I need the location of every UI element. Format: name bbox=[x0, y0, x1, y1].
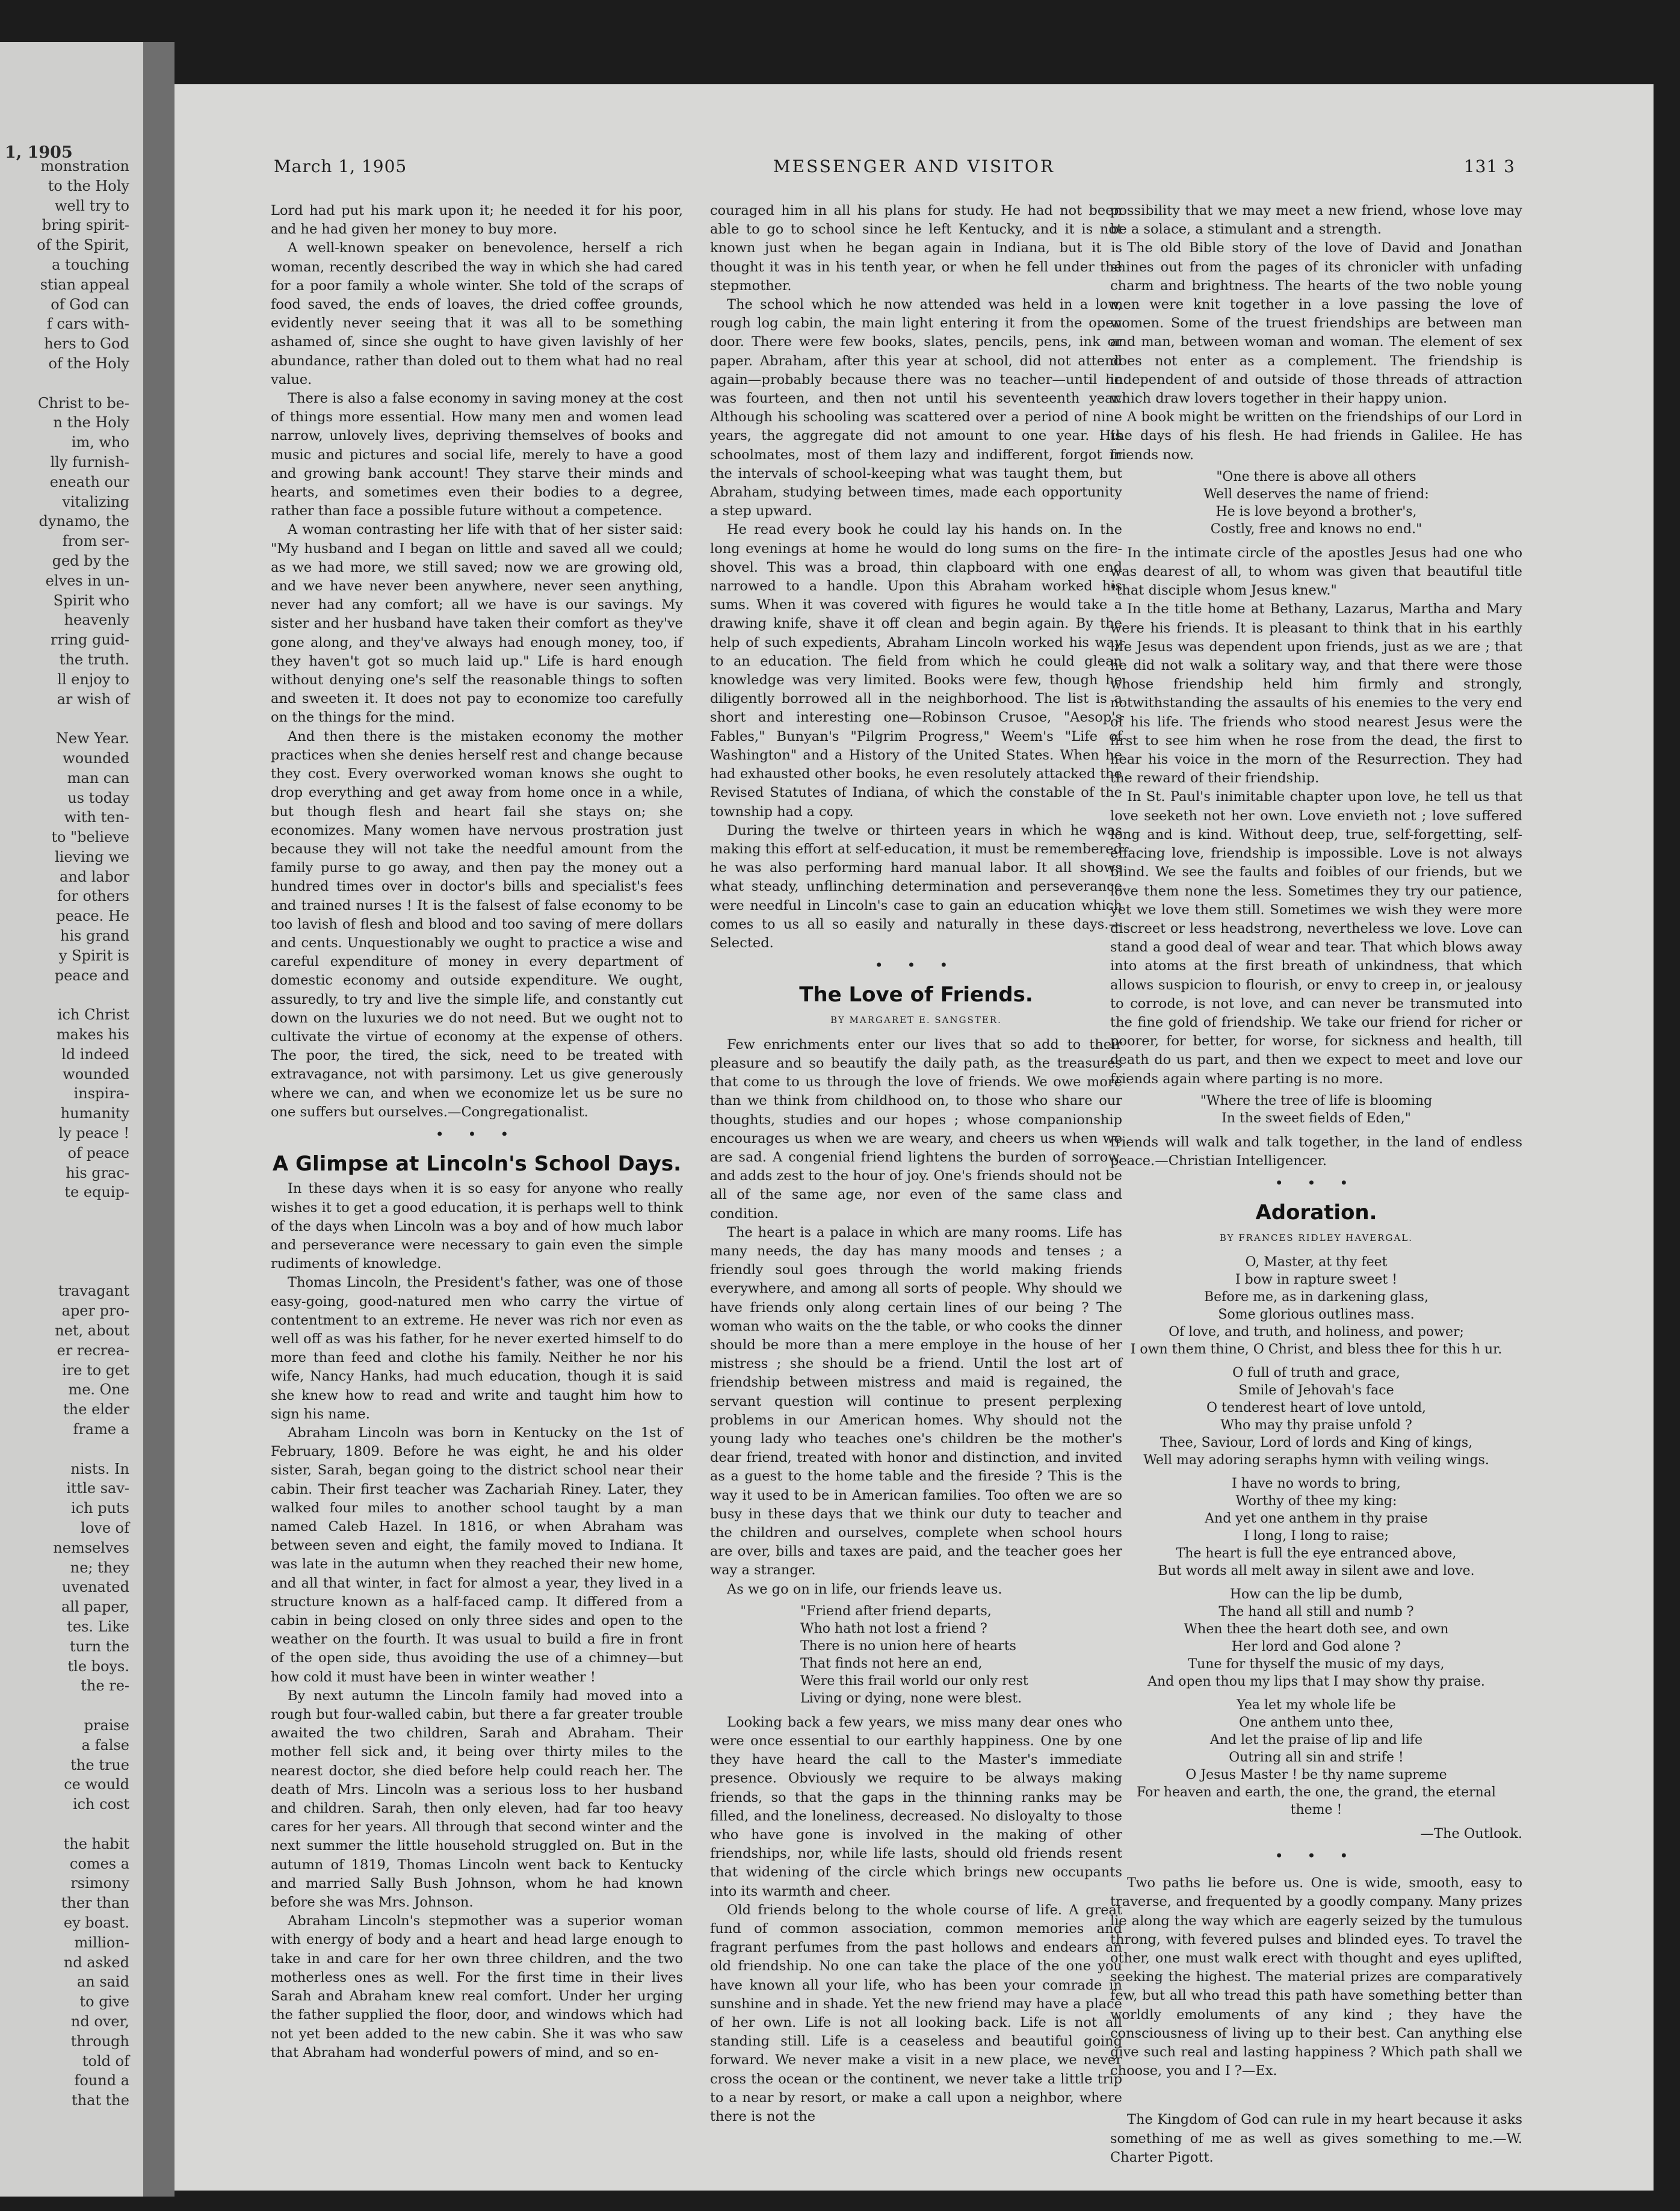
previous-page-line: f cars with- bbox=[46, 315, 129, 333]
previous-page-line: y Spirit is bbox=[58, 947, 129, 964]
previous-page-line: ich Christ bbox=[57, 1006, 129, 1024]
paragraph: In the intimate circle of the apostles Jesus had one who was dearest of all, to whom was given that beautiful title "that disciple whom Jesus knew." bbox=[1110, 545, 1522, 599]
previous-page-text bbox=[0, 156, 129, 2110]
column-3 bbox=[1110, 202, 1522, 2167]
poem-line: In the sweet fields of Eden," bbox=[1221, 1110, 1411, 1126]
adoration-stanza bbox=[1110, 1254, 1522, 1358]
paragraph: There is also a false economy in saving money at the cost of things more essential. How many men and women lead narrow, unlovely lives, depriving themselves of books and music and pictures and social life, merely to have a good and growing bank account! They starve their minds and hearts, and sometimes even their bodies to a degree, rather than face a possible future without a competence. bbox=[271, 391, 683, 519]
paragraph: In St. Paul's inimitable chapter upon love, he tell us that love seeketh not her own. Love envieth not ; love suffered long and is kind. Without deep, true, self-forgetting, self-effacing love, friendship is impossible. Love is not always blind. We see the faults and foibles of our friends, but we love them none the less. Sometimes they try our patience, yet we love them still. Sometimes we wish they were more discreet or less headstrong, nevertheless we love. Love can stand a good deal of wear and tear. That which blows away into atoms at the first breath of unkindness, that which allows suspicion to flourish, or envy to creep in, or jealousy to corrode, is not love, and can never be transmuted into the fine gold of friendship. We take our friend for richer or poorer, for better, for worse, for sickness and health, till death do us part, and then we expect to meet and love our friends again where parting is no more. bbox=[1110, 789, 1522, 1087]
previous-page-line: nd asked bbox=[63, 1953, 129, 1971]
previous-page-line: ly peace ! bbox=[58, 1125, 129, 1142]
poem-line: And open thou my lips that I may show thy praise. bbox=[1147, 1674, 1485, 1689]
poem-line: For heaven and earth, the one, the grand, the eternal bbox=[1137, 1784, 1496, 1800]
previous-page-line: nemselves bbox=[53, 1539, 129, 1556]
poem-line: Thee, Saviour, Lord of lords and King of kings, bbox=[1160, 1435, 1473, 1450]
previous-page-line: through bbox=[70, 2032, 129, 2050]
poem-line: I bow in rapture sweet ! bbox=[1235, 1272, 1398, 1287]
previous-page-line: man can bbox=[67, 769, 129, 787]
binding-gutter bbox=[143, 42, 174, 2197]
previous-page-line bbox=[0, 1222, 129, 1242]
poem-line: Well deserves the name of friend: bbox=[1203, 486, 1429, 502]
poem-line: He is love beyond a brother's, bbox=[1215, 504, 1417, 519]
poem-line: I have no words to bring, bbox=[1232, 1476, 1401, 1491]
previous-page-line: elves in un- bbox=[45, 572, 129, 589]
previous-page-line bbox=[0, 1814, 129, 1834]
poem-line: That finds not here an end, bbox=[800, 1656, 983, 1671]
poem-line: One anthem unto thee, bbox=[1239, 1715, 1394, 1730]
previous-page-line: New Year. bbox=[55, 730, 129, 747]
paragraph: In the title home at Bethany, Lazarus, Martha and Mary were his friends. It is pleasant to think that in his earthly life Jesus was dependent upon friends, just as we are ; that he did not walk a solitary way, and that there were those whose friendship held him firmly and strongly, notwithstanding the assaults of his enemies to the very end of his life. The friends who stood nearest Jesus were the first to see him when he rose from the dead, the first to hear his voice in the morn of the Resurrection. They had the reward of their friendship. bbox=[1110, 601, 1522, 787]
poem-line: I own them thine, O Christ, and bless thee for this h ur. bbox=[1130, 1341, 1502, 1357]
previous-page-line: ire to get bbox=[62, 1361, 129, 1379]
lincoln-article-body bbox=[271, 1180, 683, 2062]
poem-line: And let the praise of lip and life bbox=[1209, 1732, 1423, 1748]
previous-page-line: lieving we bbox=[55, 848, 129, 865]
adoration-poem bbox=[1110, 1254, 1522, 1819]
previous-page-line: his grand bbox=[60, 927, 129, 945]
friends-article-title: The Love of Friends. bbox=[799, 983, 1033, 1007]
paragraph: Abraham Lincoln's stepmother was a superior woman with energy of body and a heart and head large enough to take in and care for her own three children, and the two motherless ones as well. For the first time in their lives Sarah and Abraham knew real comfort. Under her urging the father supplied the floor, door, and windows which had not yet been added to the new cabin. She it was who saw that Abraham had wonderful powers of mind, and so en- bbox=[271, 1913, 683, 2061]
previous-page-line: an said bbox=[76, 1973, 129, 1991]
previous-page-line: er recrea- bbox=[57, 1341, 129, 1359]
adoration-title: Adoration. bbox=[1255, 1201, 1377, 1225]
poem-line: Well may adoring seraphs hymn with veiling wings. bbox=[1143, 1452, 1489, 1468]
paragraph: Few enrichments enter our lives that so add to their pleasure and so beautify the daily path, as the treasures that come to us through the love of friends. We owe more than we think from childhood on, to those who share our thoughts, studies and our hopes ; whose companionship encourages us when we are weary, and cheers us when we are sad. A congenial friend lightens the burden of sorrow, and adds zest to the hour of joy. One's friends should not be all of the same age, nor even of the same class and condition. bbox=[710, 1036, 1122, 1222]
paragraph: The old Bible story of the love of David and Jonathan shines out from the pages of its chronicler with unfading charm and brightness. The hearts of the two noble young men were knit together in a love passing the love of women. Some of the truest friendships are between man and man, between woman and woman. The element of sex does not enter as a complement. The friendship is independent of and outside of those threads of attraction which draw lovers together in their happy union. bbox=[1110, 240, 1522, 407]
newspaper-page bbox=[174, 84, 1654, 2191]
paragraph: In these days when it is so easy for anyone who really wishes it to get a good education, it is perhaps well to think of the days when Lincoln was a boy and of how much labor and perseverance were necessary to gain even the simple rudiments of knowledge. bbox=[271, 1181, 683, 1272]
previous-page-header: 1, 1905 bbox=[5, 143, 73, 162]
previous-page-line bbox=[0, 1696, 129, 1716]
previous-page-line: tle boys. bbox=[67, 1657, 129, 1675]
previous-page-line: nd over, bbox=[70, 2012, 129, 2030]
previous-page-line: turn the bbox=[70, 1637, 129, 1655]
lincoln-continuation: couraged him in all his plans for study. He had not been able to go to school since he left Kentucky, and it is not known just when he began again in Indiana, but it is thought it was in his tenth year, or when he fell under the stepmother. bbox=[710, 203, 1122, 294]
poem-line: "Where the tree of life is blooming bbox=[1200, 1093, 1433, 1109]
previous-page-line: ne; they bbox=[70, 1559, 129, 1576]
poem-line: There is no union here of hearts bbox=[800, 1638, 1016, 1654]
friends-article-body bbox=[710, 1036, 1122, 1599]
poem-line: Costly, free and knows no end." bbox=[1210, 521, 1422, 537]
previous-page-edge bbox=[0, 42, 143, 2197]
poem-line: Were this frail world our only rest bbox=[800, 1673, 1028, 1689]
poem-line: Worthy of thee my king: bbox=[1235, 1493, 1397, 1509]
previous-page-line: a false bbox=[81, 1736, 129, 1754]
section-separator: • • • bbox=[874, 957, 958, 974]
friends-poem bbox=[710, 1603, 1122, 1707]
adoration-attribution: —The Outlook. bbox=[1420, 1825, 1522, 1841]
previous-page-line: Spirit who bbox=[53, 592, 129, 609]
lincoln-article-title: A Glimpse at Lincoln's School Days. bbox=[272, 1152, 682, 1177]
previous-page-line: tes. Like bbox=[67, 1618, 129, 1635]
previous-page-line: the habit bbox=[63, 1835, 129, 1852]
poem-line: How can the lip be dumb, bbox=[1229, 1586, 1403, 1602]
previous-page-line: that the bbox=[72, 2092, 129, 2109]
previous-page-line: of the Holy bbox=[48, 354, 129, 372]
friends-article-cont bbox=[1110, 239, 1522, 464]
previous-page-line: net, about bbox=[55, 1322, 129, 1340]
friends-closing: friends will walk and talk together, in the land of endless peace.—Christian Intelligencer. bbox=[1110, 1134, 1522, 1169]
section-separator: • • • bbox=[1274, 1175, 1358, 1192]
previous-page-line: Christ to be- bbox=[38, 394, 129, 412]
paragraph: Abraham Lincoln was born in Kentucky on the 1st of February, 1809. Before he was eight, he and his older sister, Sarah, began going to the district school near their cabin. Their first teacher was Zachariah Riney. Later, they walked four miles to another school taught by a man named Caleb Hazel. In 1816, or when Abraham was between seven and eight, the family moved to Indiana. It was late in the autumn when they reached their new home, and all that winter, in fact for almost a year, they lived in a structure known as a half-faced camp. It differed from a cabin in being closed on only three sides and open to the weather on the fourth. It was usual to build a fire in front of the open side, thus avoiding the use of a chimney—but how cold it must have been in winter weather ! bbox=[271, 1425, 683, 1685]
previous-page-line: nists. In bbox=[70, 1460, 129, 1477]
friends-article-body-cont bbox=[710, 1713, 1122, 2126]
previous-page-line: ll enjoy to bbox=[57, 670, 129, 688]
poem-line: O full of truth and grace, bbox=[1232, 1365, 1400, 1381]
previous-page-line: aper pro- bbox=[61, 1302, 129, 1320]
previous-page-line: ich puts bbox=[71, 1500, 129, 1517]
poem-line: Who may thy praise unfold ? bbox=[1220, 1417, 1412, 1433]
previous-page-line: peace. He bbox=[56, 908, 129, 925]
issue-date: March 1, 1905 bbox=[274, 156, 407, 176]
poem-line: The heart is full the eye entranced above, bbox=[1176, 1545, 1457, 1561]
previous-page-line: peace and bbox=[54, 966, 129, 984]
economy-article bbox=[271, 239, 683, 1122]
paragraph: The school which he now attended was held in a low, rough log cabin, the main light entering it from the open door. There were few books, slates, pencils, pens, ink or paper. Abraham, after this year at school, did not attend again—probably because there was no teacher—until he was fourteen, and then not until his seventeenth year. Although his schooling was scattered over a period of nine years, the aggregate did not amount to one year. His schoolmates, most of them lazy and indifferent, forgot in the intervals of school-keeping what was taught them, but Abraham, studying between times, made each opportunity a step upward. bbox=[710, 297, 1122, 519]
eden-quote bbox=[1110, 1092, 1522, 1127]
previous-page-line: wounded bbox=[63, 749, 129, 767]
previous-page-line: im, who bbox=[71, 434, 129, 451]
previous-page-line: te equip- bbox=[64, 1184, 129, 1201]
poem-line: But words all melt away in silent awe and love. bbox=[1158, 1563, 1475, 1579]
previous-page-line: ce would bbox=[64, 1776, 129, 1793]
friends-byline: BY MARGARET E. SANGSTER. bbox=[830, 1014, 1002, 1025]
previous-page-line: heavenly bbox=[64, 611, 129, 629]
previous-page-line: wounded bbox=[63, 1065, 129, 1083]
paragraph: During the twelve or thirteen years in which he was making this effort at self-education, it must be remembered he was also performing hard manual labor. It all shows what steady, unflinching determination and perseverance were needful in Lincoln's case to gain an education which comes to us all so easily and naturally in these days.—Selected. bbox=[710, 822, 1122, 951]
previous-page-line: for others bbox=[57, 888, 129, 905]
previous-page-line bbox=[0, 1262, 129, 1282]
paragraph: He read every book he could lay his hands on. In the long evenings at home he would do long sums on the fire-shovel. This was a broad, thin clapboard with one end narrowed to a handle. Upon this Abraham worked his sums. When it was covered with figures he would take a drawing knife, shave it off clean and begin again. By the help of such expedients, Abraham Lincoln worked his way to an education. The field from which he could glean knowledge was very limited. Books were few, though he diligently borrowed all in the neighborhood. The list is a short and interesting one—Robinson Crusoe, "Aesop's Fables," Bunyan's "Pilgrim Progress," Weem's "Life of Washington" and a History of the United States. When he had exhausted other books, he even resolutely attacked the Revised Statutes of Indiana, of which the constable of the township had a copy. bbox=[710, 522, 1122, 820]
previous-page-line: the truth. bbox=[59, 651, 129, 668]
previous-page-line: makes his bbox=[56, 1026, 129, 1044]
poem-line: Living or dying, none were blest. bbox=[800, 1690, 1022, 1706]
previous-page-line: the re- bbox=[81, 1677, 129, 1695]
poem-line: O Jesus Master ! be thy name supreme bbox=[1185, 1767, 1447, 1783]
paragraph: Thomas Lincoln, the President's father, was one of those easy-going, good-natured men who carry the virtue of contentment to an extreme. He never was rich nor even as well off as was his father, for he never exerted himself to do more than feed and clothe his family. Neither he nor his wife, Nancy Hanks, had much education, though it is said she knew how to read and write and taught him how to sign his name. bbox=[271, 1275, 683, 1422]
previous-page-line: frame a bbox=[73, 1421, 129, 1438]
poem-line: Tune for thyself the music of my days, bbox=[1188, 1656, 1445, 1672]
paragraph: Old friends belong to the whole course of life. A great fund of common association, common memories and fragrant perfumes from the past hollows and endears an old friendship. No one can take the place of the one you have known all your life, who has been your comrade in sunshine and in shade. Yet the new friend may have a place of her own. Life is not all looking back. Life is not all standing still. Life is a ceaseless and beautiful going forward. We never make a visit in a new place, we never cross the ocean or the continent, we never take a little trip to a near by resort, or make a call upon a neighbor, where there is not the bbox=[710, 1902, 1122, 2125]
previous-page-line: to "believe bbox=[51, 829, 129, 846]
paragraph: A well-known speaker on benevolence, herself a rich woman, recently described the way in which she had cared for a poor family a whole winter. She told of the scraps of food saved, the ends of loaves, the dried coffee grounds, evidently never seeing that it was all to be something ashamed of, since she ought to have given lavishly of her abundance, rather than doled out to them what had no real value. bbox=[271, 240, 683, 388]
column-2 bbox=[710, 202, 1122, 2126]
previous-page-line: found a bbox=[74, 2072, 129, 2089]
previous-page-line: me. One bbox=[68, 1381, 129, 1399]
previous-page-line: to give bbox=[79, 1993, 129, 2011]
previous-page-line: of God can bbox=[51, 295, 129, 313]
previous-page-line: of peace bbox=[67, 1144, 129, 1161]
friends-continuation: possibility that we may meet a new friend, whose love may be a solace, a stimulant and a strength. bbox=[1110, 203, 1522, 238]
previous-page-line: bring spirit- bbox=[42, 217, 129, 234]
two-paths-paragraph: Two paths lie before us. One is wide, smooth, easy to traverse, and frequented by a goodly company. Many prizes lie along the way which are eagerly seized by the tumulous throng, with fevered pulses and blinded eyes. To travel the other, one must walk erect with thought and eyes uplifted, seeking the highest. The material prizes are comparatively few, but all who tread this path have something better than worldly emoluments of any kind ; they have the consciousness of living up to their best. Can anything else give such real and lasting happiness ? Which path shall we choose, you and I ?—Ex. bbox=[1110, 1875, 1522, 2079]
previous-page-line: well try to bbox=[54, 197, 129, 214]
previous-page-line: with ten- bbox=[64, 809, 129, 826]
previous-page-line bbox=[0, 985, 129, 1005]
paragraph: A woman contrasting her life with that of her sister said: "My husband and I began on little and saved all we could; as we had more, we still saved; now we are growing old, and we have never been anywhere, never seen anything, never had any comfort; all we have is our savings. My sister and her husband have taken their comfort as they've gone along, and they've always had enough money, too, if they haven't got so much laid up." Life is hard enough without denying one's self the reasonable things to soften and sweeten it. It does not pay to economize too carefully on the things for the mind. bbox=[271, 522, 683, 726]
poem-line: When thee the heart doth see, and own bbox=[1184, 1621, 1449, 1637]
paragraph: A book might be written on the friendships of our Lord in the days of his flesh. He had friends in Galilee. He has friends now. bbox=[1110, 409, 1522, 463]
adoration-stanza bbox=[1110, 1586, 1522, 1690]
paragraph: Looking back a few years, we miss many dear ones who were once essential to our earthly happiness. One by one they have heard the call to the Master's immediate presence. Obviously we require to be always making friends, so that the gaps in the thinning ranks may be filled, and the loneliness, decreased. No disloyalty to those who have gone is involved in the making of other friendships, nor, while life lasts, should old friends resent that widening of the circle which brings new occupants into its warmth and cheer. bbox=[710, 1714, 1122, 1899]
page-header bbox=[174, 156, 1654, 187]
section-separator: • • • bbox=[1274, 1847, 1358, 1864]
previous-page-line: love of bbox=[81, 1519, 129, 1536]
previous-page-line: stian appeal bbox=[40, 276, 129, 293]
paragraph: As we go on in life, our friends leave us. bbox=[727, 1581, 1002, 1597]
adoration-stanza bbox=[1110, 1475, 1522, 1580]
section-separator: • • • bbox=[435, 1125, 519, 1143]
previous-page-line: ther than bbox=[61, 1894, 129, 1912]
poem-line: Her lord and God alone ? bbox=[1231, 1639, 1401, 1654]
previous-page-line: humanity bbox=[60, 1105, 129, 1122]
previous-page-line: dynamo, the bbox=[39, 513, 129, 530]
article-continuation: Lord had put his mark upon it; he needed it for his poor, and he had given her money to buy more. bbox=[271, 203, 683, 238]
paragraph: The heart is a palace in which are many rooms. Life has many needs, the day has many moods and tenses ; a friendly soul goes through the world making friends everywhere, and among all sorts of people. Why should we have friends only along certain lines of our being ? The woman who waits on the the table, or who cooks the dinner should be more than a mere employe in the house of her mistress ; she should be a friend. Until the lost art of friendship between mistress and maid is regained, the servant question will continue to present perplexing problems in our American homes. Why should not the young lady who teaches one's children be the mother's dear friend, treated with honor and distinction, and invited as a guest to the home table and the fireside ? This is the way it used to be in American families. Too often we are so busy in these days that we think our duty to teacher and the children and ourselves, complete when school hours are over, bills and taxes are paid, and the teacher goes her way a stranger. bbox=[710, 1224, 1122, 1579]
previous-page-line: and labor bbox=[59, 868, 129, 885]
previous-page-line: rsimony bbox=[70, 1875, 129, 1892]
adoration-stanza bbox=[1110, 1696, 1522, 1819]
previous-page-line: hers to God bbox=[44, 335, 129, 353]
poem-line: theme ! bbox=[1290, 1802, 1342, 1817]
kingdom-paragraph: The Kingdom of God can rule in my heart because it asks something of me as well as gives something to me.—W. Charter Pigott. bbox=[1110, 2112, 1522, 2165]
previous-page-line: eneath our bbox=[49, 473, 129, 490]
previous-page-line: ged by the bbox=[52, 552, 129, 569]
previous-page-line: all paper, bbox=[61, 1598, 129, 1616]
poem-line: Who hath not lost a friend ? bbox=[800, 1621, 987, 1636]
previous-page-line: ich cost bbox=[72, 1796, 129, 1813]
poem-line: Smile of Jehovah's face bbox=[1238, 1382, 1394, 1398]
previous-page-line bbox=[0, 1439, 129, 1459]
previous-page-line: lly furnish- bbox=[50, 453, 129, 471]
previous-page-line: monstration bbox=[40, 158, 129, 175]
poem-line: I long, I long to raise; bbox=[1244, 1528, 1389, 1544]
poem-line: "Friend after friend departs, bbox=[800, 1603, 992, 1619]
poem-line: O, Master, at thy feet bbox=[1245, 1254, 1388, 1270]
previous-page-line: n the Holy bbox=[53, 414, 129, 431]
previous-page-line: told of bbox=[82, 2052, 129, 2070]
poem-line: O tenderest heart of love untold, bbox=[1206, 1400, 1427, 1415]
previous-page-line: from ser- bbox=[62, 533, 129, 550]
previous-page-line bbox=[0, 1202, 129, 1222]
paragraph: By next autumn the Lincoln family had moved into a rough but four-walled cabin, but there a far greater trouble awaited the two children, Sarah and Abraham. Their mother fell sick and, it being over thirty miles to the nearest doctor, she died before help could reach her. The death of Mrs. Lincoln was a serious loss to her husband and children. Sarah, then only eleven, had far too heavy cares for her years. All through that second winter and the next summer the little household struggled on. But in the autumn of 1819, Thomas Lincoln went back to Kentucky and married Sally Bush Johnson, whom he had known before she was Mrs. Johnson. bbox=[271, 1687, 683, 1911]
poem-line: Yea let my whole life be bbox=[1237, 1697, 1396, 1713]
previous-page-line: of the Spirit, bbox=[37, 237, 129, 254]
lincoln-article-continued bbox=[710, 295, 1122, 953]
previous-page-line: ld indeed bbox=[61, 1045, 129, 1063]
previous-page-line: praise bbox=[84, 1716, 129, 1734]
previous-page-line: travagant bbox=[58, 1282, 129, 1300]
previous-page-line: vitalizing bbox=[62, 493, 129, 510]
previous-page-line bbox=[0, 374, 129, 394]
poem-line: Of love, and truth, and holiness, and power; bbox=[1169, 1324, 1464, 1340]
previous-page-line: the elder bbox=[63, 1401, 129, 1418]
previous-page-line bbox=[0, 709, 129, 729]
adoration-stanza bbox=[1110, 1364, 1522, 1469]
poem-line: Before me, as in darkening glass, bbox=[1204, 1289, 1428, 1305]
previous-page-line: comes a bbox=[69, 1855, 129, 1872]
poem-line: "One there is above all others bbox=[1216, 469, 1416, 484]
previous-page-line: uvenated bbox=[61, 1579, 129, 1596]
previous-page-line: ar wish of bbox=[57, 690, 129, 708]
masthead-title: MESSENGER AND VISITOR bbox=[773, 156, 1055, 176]
previous-page-line: ey boast. bbox=[63, 1914, 129, 1931]
previous-page-line: his grac- bbox=[66, 1164, 129, 1181]
previous-page-line: a touching bbox=[52, 256, 129, 273]
poem-line: And yet one anthem in thy praise bbox=[1205, 1511, 1428, 1526]
page-number: 131 3 bbox=[1463, 156, 1515, 176]
friends-article-cont-2 bbox=[1110, 544, 1522, 1089]
previous-page-line: rring guid- bbox=[50, 631, 129, 649]
column-1 bbox=[271, 202, 683, 2062]
poem-line: The hand all still and numb ? bbox=[1218, 1604, 1414, 1619]
previous-page-line: to the Holy bbox=[48, 177, 129, 194]
previous-page-line: ittle sav- bbox=[66, 1480, 129, 1497]
previous-page-line: us today bbox=[67, 789, 129, 806]
adoration-byline: BY FRANCES RIDLEY HAVERGAL. bbox=[1219, 1232, 1413, 1243]
poem-line: Outring all sin and strife ! bbox=[1229, 1749, 1404, 1765]
previous-page-line bbox=[0, 1242, 129, 1262]
paragraph: And then there is the mistaken economy the mother practices when she denies herself rest and change because they cost. Every overworked woman knows she ought to drop everything and get away from home once in a while, but though flesh and heart fail she stays on; she economizes. Many women have nervous prostration just because they will not take the needful amount from the family purse to go away, and then pay the money out a hundred times over in doctor's bills and specialist's fees and trained nurses ! It is the falsest of false economy to be too lavish of flesh and blood and too saving of mere dollars and cents. Unquestionably we ought to practice a wise and careful expenditure of money in every department of domestic economy and outside expenditure. We ought, assuredly, to try and live the simple life, and constantly cut down on the luxuries we do not need. But we ought not to cultivate the virtue of economy at the expense of others. The poor, the tired, the sick, need to be treated with extravagance, not with parsimony. Let us give generously where we can, and when we economize let us be sure no one suffers but ourselves.—Congregationalist. bbox=[271, 728, 683, 1120]
previous-page-line: the true bbox=[70, 1756, 129, 1773]
hymn-quote bbox=[1110, 468, 1522, 538]
previous-page-line: inspira- bbox=[73, 1085, 129, 1102]
previous-page-line: million- bbox=[74, 1934, 129, 1951]
poem-line: Some glorious outlines mass. bbox=[1218, 1306, 1415, 1322]
